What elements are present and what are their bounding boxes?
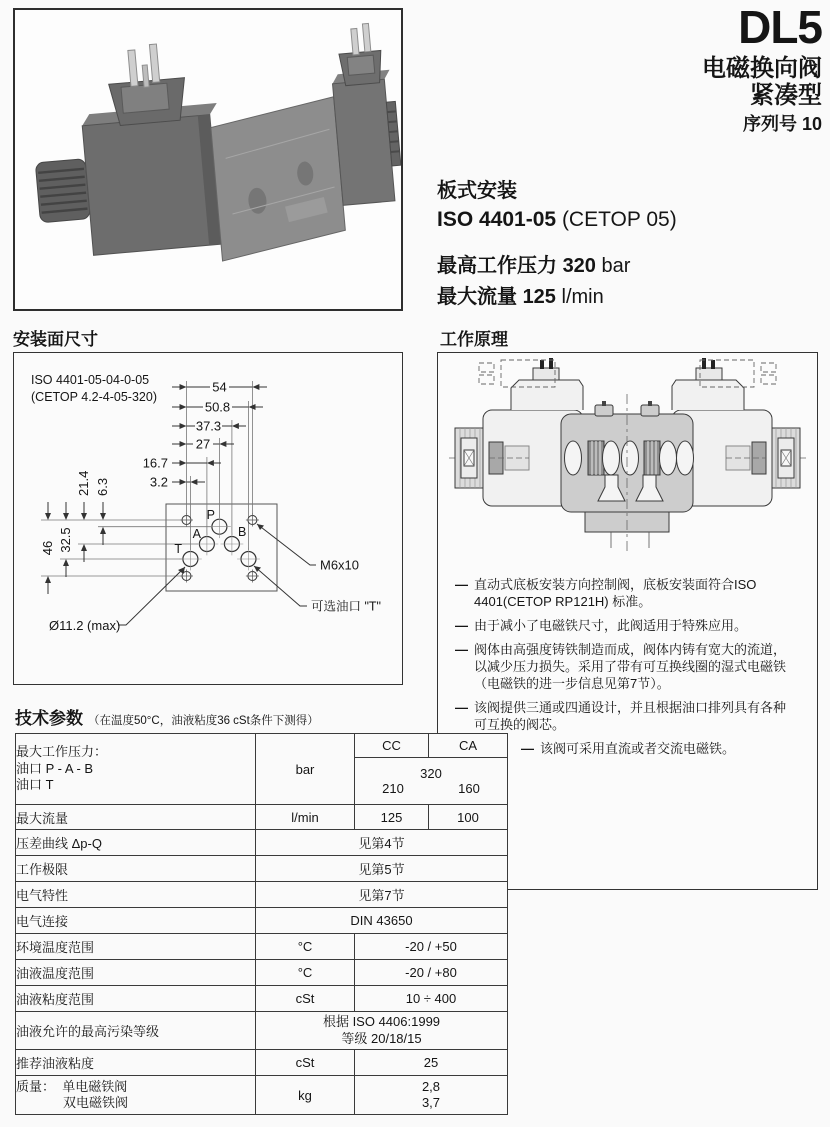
model-name: DL5 (738, 1, 822, 53)
max-pressure-label: 最高工作压力 (437, 255, 557, 277)
dim-3-2: 3.2 (149, 474, 168, 490)
principle-notes (438, 563, 817, 757)
bullet-dash: — (455, 700, 468, 715)
fluid-temp-unit: °C (256, 960, 355, 986)
bullet-spool-options: — 该阀提供三通或四通设计，并且根据油口排列具有各种 可互换的阀芯。 (455, 700, 787, 732)
diameter-label: Ø11.2 (max) (49, 618, 121, 633)
bullet-mounting-standard: — 直动式底板安装方向控制阀，底板安装面符合ISO 4401(CETOP RP121H) 标准。 (455, 577, 757, 609)
dim-46: 46 (40, 540, 55, 556)
ambient-temp-label: 环境温度范围 (16, 934, 256, 960)
dp-label: 压差曲线 Δp-Q (16, 830, 256, 856)
fluid-temp-value: -20 / +80 (355, 960, 508, 986)
recommended-viscosity-value: 25 (355, 1050, 508, 1076)
ambient-temp-unit: °C (256, 934, 355, 960)
bullet-dash: — (521, 741, 534, 756)
max-flow-value: 125 (522, 286, 556, 308)
limits-value: 见第5节 (256, 856, 508, 882)
tech-params-note: （在温度50°C，油液粘度36 cSt条件下测得） (88, 715, 319, 727)
mass-values: 2,8 3,7 (355, 1076, 508, 1115)
mounting-dims-box (13, 352, 403, 685)
tech-params-table (15, 733, 508, 1115)
dim-37-3: 37.3 (195, 418, 222, 434)
dim-21-4: 21.4 (76, 470, 91, 496)
table-row (16, 805, 508, 830)
flow-label: 最大流量 (16, 805, 256, 830)
electrical-value: 见第7节 (256, 882, 508, 908)
tech-params-title: 技术参数 (15, 709, 83, 728)
dim-27: 27 (195, 436, 211, 452)
max-flow-unit: l/min (561, 286, 604, 308)
drawing-cetop-code: (CETOP 4.2-4-05-320) (31, 390, 157, 404)
mounting-dims-header: 安装面尺寸 (13, 330, 98, 349)
contamination-value: 根据 ISO 4406:1999 等级 20/18/15 (256, 1012, 508, 1050)
port-b-label: B (238, 525, 247, 539)
product-photo-box (13, 8, 403, 311)
column-header-cc: CC (355, 734, 429, 758)
bullet-ac-dc: — 该阀可采用直流或者交流电磁铁。 (521, 741, 736, 756)
table-row (16, 856, 508, 882)
flow-unit: l/min (256, 805, 355, 830)
series-label: 序列号 10 (742, 114, 822, 134)
dim-50-8: 50.8 (204, 399, 231, 415)
recommended-viscosity-unit: cSt (256, 1050, 355, 1076)
table-row (16, 934, 508, 960)
principle-header: 工作原理 (440, 330, 508, 349)
port-t-label: T (174, 542, 182, 556)
dim-16-7: 16.7 (142, 455, 168, 471)
table-row (16, 986, 508, 1012)
pressure-label-cell: 最大工作压力： 油口 P - A - B 油口 T (16, 734, 256, 805)
flow-ca-value: 100 (429, 805, 508, 830)
bullet-dash: — (455, 577, 468, 592)
mass-unit: kg (256, 1076, 355, 1115)
recommended-viscosity-label: 推荐油液粘度 (16, 1050, 256, 1076)
bullet-compact-solenoid: — 由于减小了电磁铁尺寸，此阀适用于特殊应用。 (455, 618, 748, 633)
pressure-values-cell: 320 210 160 (355, 758, 508, 805)
pressure-unit-cell: bar (256, 734, 355, 805)
dim-6-3: 6.3 (95, 477, 110, 496)
max-flow-label: 最大流量 (437, 286, 517, 308)
max-pressure-unit: bar (601, 255, 631, 277)
viscosity-range-label: 油液粘度范围 (16, 986, 256, 1012)
valve-left-cap (35, 159, 90, 223)
max-pressure-value: 320 (562, 255, 596, 277)
table-row (16, 1012, 508, 1050)
table-row (16, 960, 508, 986)
table-row (16, 1050, 508, 1076)
iso-standard: ISO 4401-05 (437, 208, 557, 231)
limits-label: 工作极限 (16, 856, 256, 882)
table-row (16, 830, 508, 856)
spec-block (437, 178, 817, 313)
max-flow-line (437, 282, 817, 313)
table-row (16, 882, 508, 908)
optional-port-label: 可选油口 "T" (311, 599, 381, 614)
max-pressure-line (437, 251, 817, 282)
title-block (492, 1, 822, 134)
mounting-type: 板式安装 (437, 180, 517, 202)
bullet-dash: — (455, 618, 468, 633)
connection-label: 电气连接 (16, 908, 256, 934)
mounting-dims-drawing (14, 353, 400, 682)
principle-diagram (445, 358, 810, 558)
viscosity-range-unit: cSt (256, 986, 355, 1012)
product-photo (15, 10, 401, 309)
compact-type-label: 紧凑型 (750, 82, 822, 109)
bullet-cast-iron-body: — 阀体由高强度铸铁制造而成，阀体内铸有宽大的流道， 以减少压力损失。采用了带有可互换线圈的湿式电磁铁 （电磁铁的进一步信息见第7节）。 (455, 642, 787, 691)
valve-type-label: 电磁换向阀 (702, 55, 822, 82)
drawing-iso-code: ISO 4401-05-04-0-05 (31, 373, 150, 387)
standard-line (437, 205, 817, 235)
column-header-ca: CA (429, 734, 508, 758)
dp-value: 见第4节 (256, 830, 508, 856)
bullet-dash: — (455, 642, 468, 657)
fluid-temp-label: 油液温度范围 (16, 960, 256, 986)
ambient-temp-value: -20 / +50 (355, 934, 508, 960)
dim-54: 54 (212, 379, 227, 395)
mass-label-cell: 质量： 单电磁铁阀 双电磁铁阀 (16, 1076, 256, 1115)
screw-spec-label: M6x10 (320, 557, 360, 573)
flow-cc-value: 125 (355, 805, 429, 830)
table-row (16, 1076, 508, 1115)
table-row (16, 734, 508, 758)
viscosity-range-value: 10 ÷ 400 (355, 986, 508, 1012)
port-a-label: A (192, 527, 201, 541)
contamination-label: 油液允许的最高污染等级 (16, 1012, 256, 1050)
table-row (16, 908, 508, 934)
cetop-standard: (CETOP 05) (561, 208, 677, 231)
tech-params-header (15, 704, 319, 729)
connection-value: DIN 43650 (256, 908, 508, 934)
port-p-label: P (206, 508, 215, 522)
dim-32-5: 32.5 (58, 527, 73, 553)
electrical-label: 电气特性 (16, 882, 256, 908)
